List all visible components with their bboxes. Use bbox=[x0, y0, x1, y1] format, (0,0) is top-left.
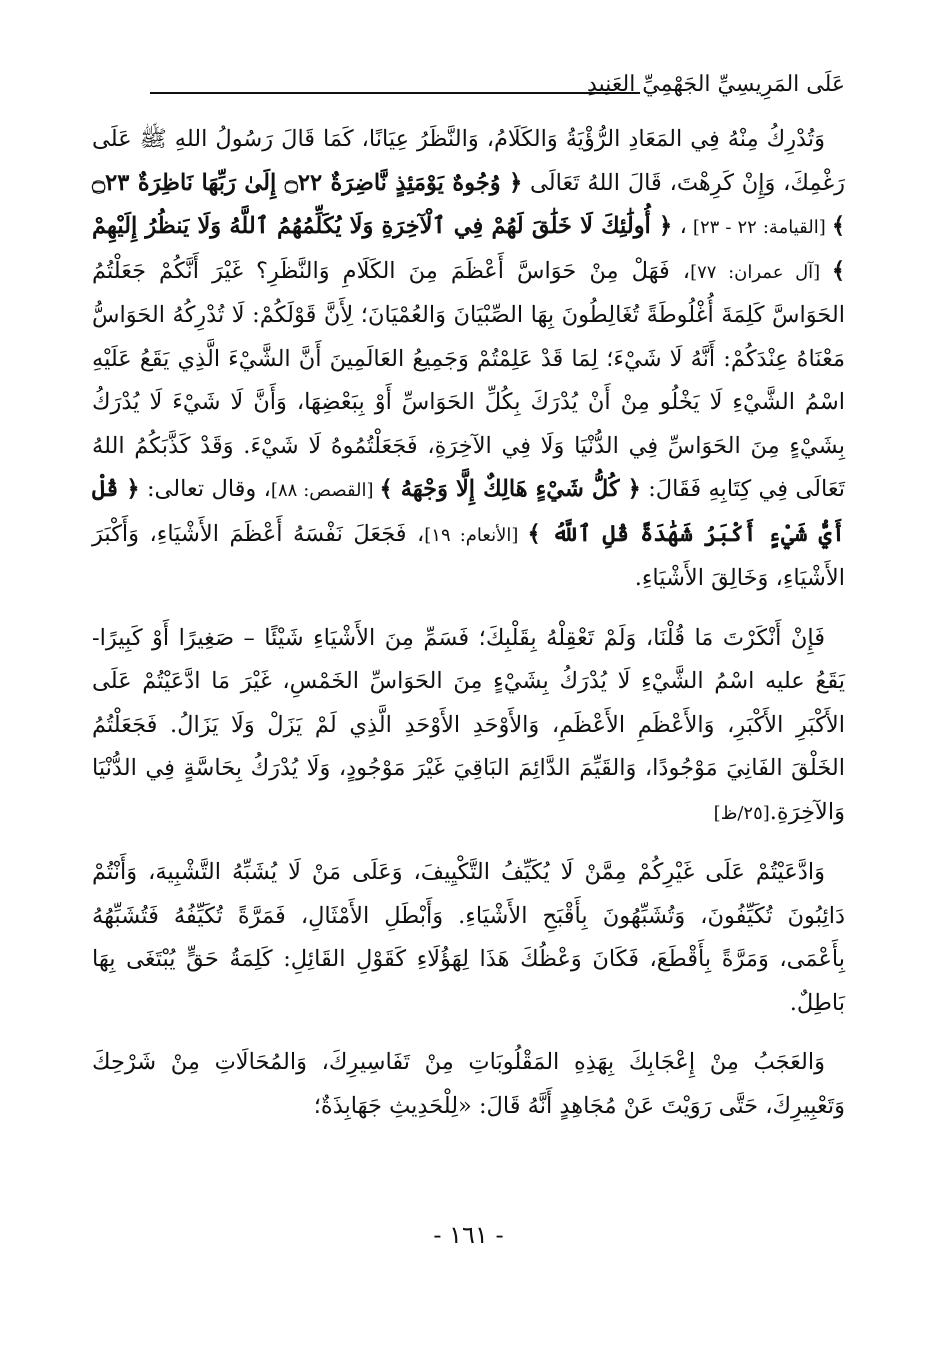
paragraph-text: وَتُدْرِكُ مِنْهُ فِي المَعَادِ الرُّؤْيَةُ وَالكَلَامُ، وَالنَّظَرُ عِيَانًا، كَمَا قَالَ رَسُولُ اللهِ ﷺ عَلَى رَغْمِكَ، وَإِنْ كَرِهْتَ، قَالَ اللهُ تَعَالَى bbox=[92, 126, 845, 196]
running-header bbox=[150, 70, 845, 110]
page-number: - ١٦١ - bbox=[433, 1221, 504, 1249]
citation-reference: [القيامة: ٢٢ - ٢٣] bbox=[686, 217, 832, 238]
paragraph-text: ، فَهَلْ مِنْ حَوَاسَّ أَعْظَمَ مِنَ الكَلَامِ وَالنَّظَرِ؟ غَيْرَ أَنَّكُمْ جَعَلْتُمُ الحَوَاسَّ كَلِمَةَ أُغْلُوطَةً تُغَالِطُونَ بِهَا الصِّبْيَانَ وَالعُمْيَانَ؛ لِأَنَّ قَوْلَكُمْ: لَا تُدْرِكُهُ الحَوَاسُّ مَعْنَاهُ عِنْدَكُمْ: أَنَّهُ لَا شَيْءَ؛ لِمَا قَدْ عَلِمْتُمْ وَجَمِيعُ العَالَمِينَ أَنَّ الشَّيْءَ الَّذِي يَقَعُ عَلَيْهِ اسْمُ الشَّيْءِ لَا يَخْلُو مِنْ أَنْ يُدْرَكَ بِكُلِّ الحَوَاسِّ أَوْ بِبَعْضِهَا، وَأَنَّ لَا شَيْءَ لَا يُدْرَكُ بِشَيْءٍ مِنَ الحَوَاسِّ فِي الدُّنْيَا وَلَا فِي الآخِرَةِ، فَجَعَلْتُمُوهُ لَا شَيْءَ. وَقَدْ كَذَّبَكُمُ اللهُ تَعَالَى فِي كِتَابِهِ فَقَالَ: bbox=[92, 257, 845, 502]
header-title: عَلَى المَرِيسِيِّ الجَهْمِيِّ العَنِيدِ bbox=[587, 72, 845, 97]
body-text bbox=[92, 118, 845, 1128]
paragraph bbox=[92, 118, 845, 601]
paragraph-text: وَالعَجَبُ مِنْ إِعْجَابِكَ بِهَذِهِ المَقْلُوبَاتِ مِنْ تَفَاسِيرِكَ، وَالمُحَالَاتِ مِنْ شَرْحِكَ وَتَعْبِيرِكَ، حَتَّى رَوَيْتَ عَنْ مُجَاهِدٍ أَنَّهُ قَالَ: «لِلْحَدِيثِ جَهَابِذَةٌ؛ bbox=[92, 1049, 845, 1119]
paragraph bbox=[92, 851, 845, 1025]
paragraph-text: ، وقال تعالى: bbox=[139, 476, 271, 502]
quran-verse: ﴿ وُجُوهٌ يَوْمَئِذٍ نَّاضِرَةٌ ۝٢٢ إِلَىٰ رَبِّهَا نَاظِرَةٌ ۝٢٣ ﴾ bbox=[92, 169, 845, 239]
paragraph-text: وَادَّعَيْتُمْ عَلَى غَيْرِكُمْ مِمَّنْ لَا يُكَيِّفُ التَّكْيِيفَ، وَعَلَى مَنْ لَا يُشَبِّهُ التَّشْبِيهَ، وَأَنْتُمْ دَائِبُونَ تُكَيِّفُونَ، وَتُشَبِّهُونَ بِأَقْبَحِ الأَشْيَاءِ. وَأَبْطَلِ الأَمْثَالِ، فَمَرَّةً تُكَيِّفُهُ فَتُشَبِّهُهُ بِأَعْمَى، وَمَرَّةً بِأَقْطَعَ، فَكَانَ وَعْظُكَ هَذَا لِهَؤُلَاءِ كَقَوْلِ القَائِلِ: كَلِمَةُ حَقٍّ يُبْتَغَى بِهَا بَاطِلٌ. bbox=[92, 859, 845, 1016]
citation-reference: [آل عمران: ٧٧] bbox=[690, 261, 832, 283]
paragraph-text: فَإِنْ أَنْكَرْتَ مَا قُلْنَا، وَلَمْ تَعْقِلْهُ بِقَلْبِكَ؛ فَسَمِّ مِنَ الأَشْيَاءِ شَيْئًا – صَغِيرًا أَوْ كَبِيرًا- يَقَعُ عليه اسْمُ الشَّيْءِ لَا يُدْرَكُ بِشَيْءٍ مِنَ الحَوَاسِّ الخَمْسِ، غَيْرَ مَا ادَّعَيْتُمْ عَلَى الأَكْبَرِ الأَكْبَرِ، وَالأَعْظَمِ الأَعْظَمِ، وَالأَوْحَدِ الأَوْحَدِ الَّذِي لَمْ يَزَلْ وَلَا يَزَالُ. فَجَعَلْتُمُ الخَلْقَ الفَانِيَ مَوْجُودًا، وَالقَيِّمَ الدَّائِمَ البَاقِيَ غَيْرَ مَوْجُودٍ، وَلَا يُدْرَكُ بِحَاسَّةٍ فِي الدُّنْيَا وَالآخِرَةِ. bbox=[92, 624, 845, 825]
citation-reference: [الأنعام: ١٩] bbox=[424, 524, 528, 546]
paragraph-text: ، bbox=[672, 213, 687, 239]
paragraph bbox=[92, 1041, 845, 1128]
header-rule bbox=[150, 92, 640, 94]
paragraph bbox=[92, 617, 845, 836]
quran-verse: ﴿ قُلْ أَيُّ شَيْءٍ أَكْبَرُ شَهَٰدَةً قُلِ ٱللَّهُ ﴾ bbox=[92, 476, 845, 547]
paragraph-text: ، فَجَعَلَ نَفْسَهُ أَعْظَمَ الأَشْيَاءِ، وَأَكْبَرَ الأَشْيَاءِ، وَخَالِقَ الأَشْيَاءِ. bbox=[92, 520, 845, 591]
citation-reference: [٢٥/ظ] bbox=[713, 802, 770, 824]
quran-verse: ﴿ أُولَٰئِكَ لَا خَلَٰقَ لَهُمْ فِي ٱلْآخِرَةِ وَلَا يُكَلِّمُهُمُ ٱللَّهُ وَلَا يَنظُرُ إِلَيْهِمْ ﴾ bbox=[92, 213, 845, 284]
citation-reference: [القصص: ٨٨] bbox=[270, 480, 380, 501]
quran-verse: ﴿ كُلُّ شَيْءٍ هَالِكٌ إِلَّا وَجْهَهُ ﴾ bbox=[379, 476, 641, 502]
